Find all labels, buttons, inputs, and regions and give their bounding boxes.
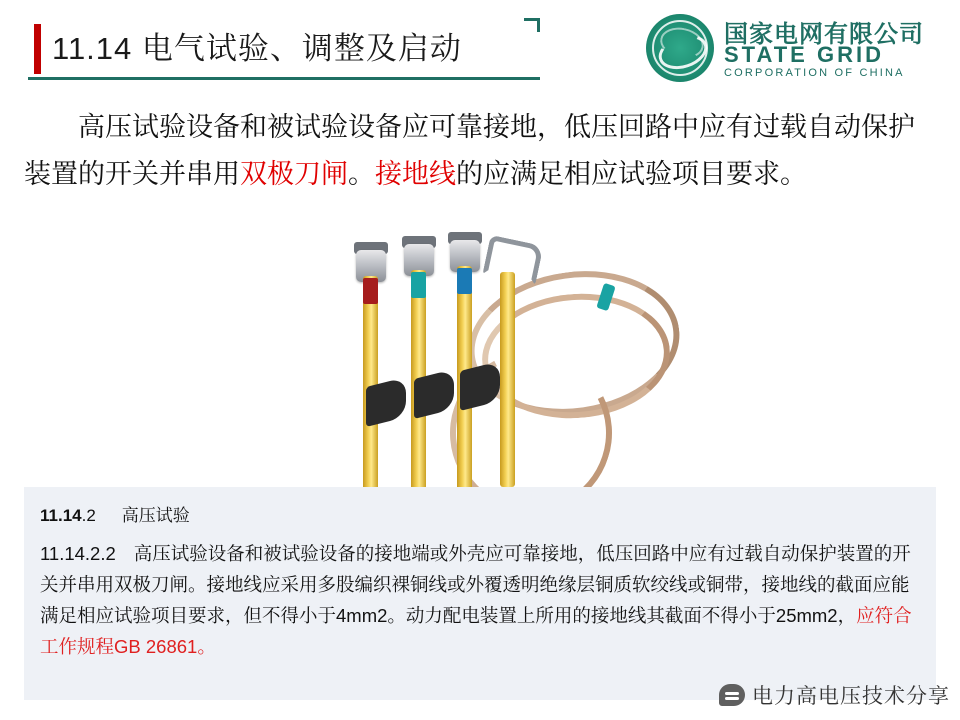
rod-band-blue (457, 268, 472, 294)
body-highlight-double-pole-switch: 双极刀闸 (240, 159, 348, 189)
rod-trigger-2 (414, 369, 454, 419)
body-text-part2: 。 (348, 159, 375, 189)
watermark-text: 电力高电压技术分享 (752, 685, 950, 708)
quote-item-text: 高压试验设备和被试验设备的接地端或外壳应可靠接地，低压回路中应有过载自动保护装置的开关并串用双极刀闸。接地线应采用多股编织裸铜线或外覆透明绝缘层铜质软绞线或铜带，接地线的截面应能满足相应试验项目要求，但不得小于4mm2。动力配电装置上所用的接地线其截面不得小于25mm2， (40, 543, 911, 626)
title-red-bar (34, 24, 41, 74)
quote-clause-number-suffix: .2 (81, 506, 96, 525)
quote-body-text (40, 538, 920, 662)
state-grid-logo (646, 12, 946, 84)
state-grid-emblem-icon (646, 14, 714, 82)
quote-item-text-highlight: 应符合工作规程GB 26861。 (40, 605, 912, 657)
title-corner-decoration (524, 18, 540, 32)
rod-band-teal (411, 272, 426, 298)
slide-title-block (20, 18, 540, 80)
equipment-photo (300, 232, 700, 494)
quote-clause-heading (40, 501, 920, 526)
rod-trigger-1 (366, 377, 406, 427)
logo-english-sub: CORPORATION OF CHINA (724, 67, 905, 79)
wechat-logo-icon (719, 684, 745, 706)
quote-clause-number: 11.14 (40, 506, 82, 525)
logo-english-name: STATE GRID (724, 42, 884, 67)
standard-quote-box (24, 487, 936, 700)
insulating-rod-4 (500, 272, 515, 487)
logo-chinese-name: 国家电网有限公司 (724, 21, 924, 48)
quote-item-number: 11.14.2.2 (40, 543, 116, 564)
quote-clause-title: 高压试验 (121, 506, 190, 525)
body-highlight-ground-wire: 接地线 (375, 159, 456, 189)
body-text-part3: 的应满足相应试验项目要求。 (456, 159, 807, 189)
body-text-part1: 高压试验设备和被试验设备应可靠接地，低压回路中应有过载自动保护装置的开关并串用 (24, 112, 915, 189)
watermark (719, 678, 950, 712)
body-paragraph (24, 104, 936, 198)
page-title: 11.14 电气试验、调整及启动 (52, 31, 462, 66)
rod-band-red (363, 278, 378, 304)
